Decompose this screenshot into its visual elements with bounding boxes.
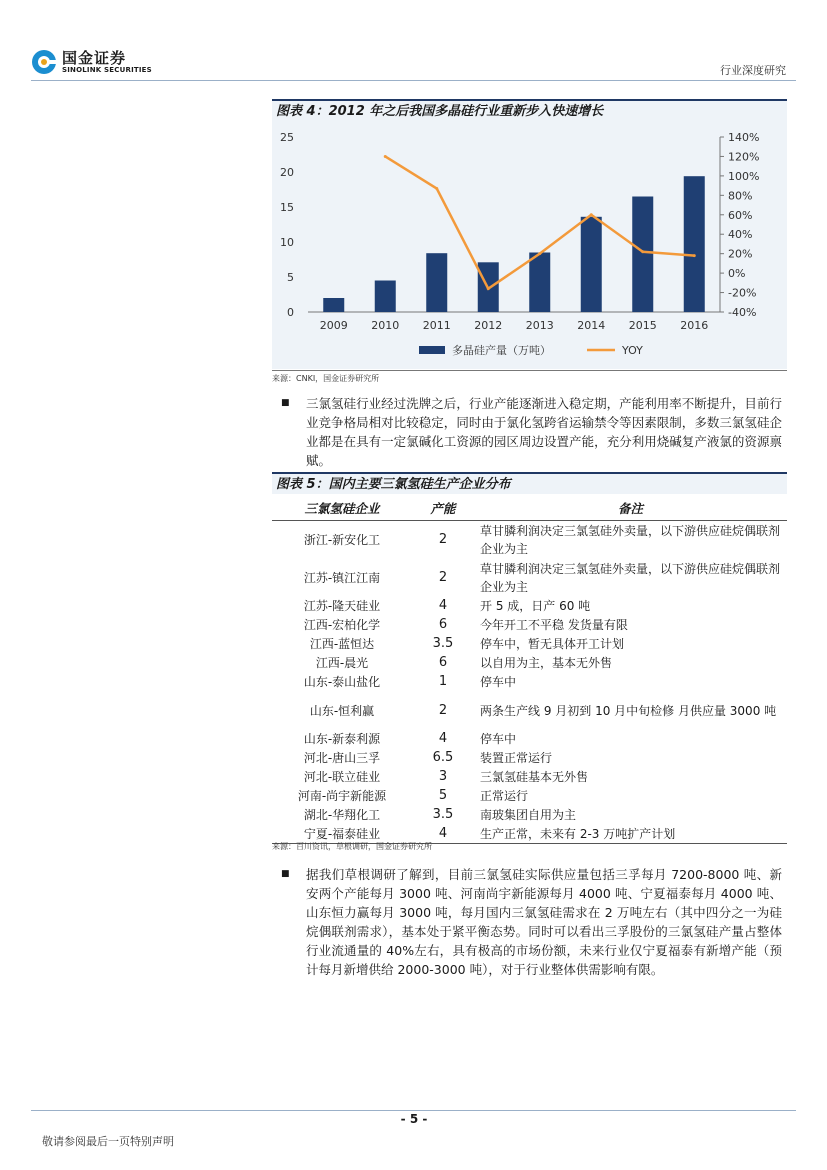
- cell-note: 装置正常运行: [480, 751, 553, 765]
- figure4-source-divider: [272, 370, 787, 371]
- header-divider: [31, 80, 796, 81]
- cell-note: 草甘膦利润决定三氯氢硅外卖量，以下游供应硅烷偶联剂企业为主: [480, 561, 781, 594]
- cell-capacity: 3.5: [432, 636, 454, 651]
- cell-note: 两条生产线 9 月初到 10 月中旬检修 月供应量 3000 吨: [480, 703, 777, 718]
- figure5-table: [272, 496, 787, 844]
- cell-capacity: 6: [438, 617, 448, 632]
- cell-capacity: 2: [438, 569, 448, 585]
- y-left-tick-label: 10: [280, 236, 294, 249]
- bar: [632, 197, 653, 313]
- x-tick-label: 2013: [525, 319, 554, 332]
- x-tick-label: 2014: [577, 319, 606, 332]
- paragraph-1: 三氯氢硅行业经过洗牌之后，行业产能逐渐进入稳定期，产能利用率不断提升，目前行业竞争格局相对比较稳定，同时由于氯化氢跨省运输禁令等因素限制，多数三氯氢硅企业都是在具有一定氯碱化工资源的园区周边设置产能，充分利用烧碱复产液氯的资源禀赋。: [306, 396, 782, 468]
- y-right-tick-label: 40%: [728, 228, 753, 242]
- yoy-point: [487, 287, 490, 290]
- y-right-tick-label: -40%: [728, 306, 757, 319]
- y-left-tick-label: 5: [287, 271, 294, 284]
- table-row: [272, 559, 787, 597]
- cell-note: 正常运行: [480, 789, 529, 803]
- y-right-tick-label: 20%: [728, 247, 753, 261]
- cell-note: 停车中: [480, 675, 517, 689]
- legend-label-line: YOY: [622, 344, 643, 357]
- cell-note: 今年开工不平稳 发货量有限: [480, 618, 628, 632]
- cell-capacity: 4: [438, 731, 448, 746]
- logo-text-cn: 国金证券: [62, 49, 127, 67]
- cell-company: 江西-蓝恒达: [309, 637, 375, 651]
- cell-company: 江西-宏柏化学: [303, 618, 381, 632]
- x-tick-label: 2012: [474, 319, 503, 332]
- cell-note: 南玻集团自用为主: [480, 808, 577, 822]
- table-row: [272, 635, 787, 654]
- cell-capacity: 3: [438, 769, 448, 784]
- y-left-tick-label: 0: [287, 306, 294, 319]
- y-left-tick-label: 25: [280, 131, 294, 144]
- cell-note: 开 5 成，日产 60 吨: [480, 599, 591, 613]
- yoy-point: [384, 155, 387, 158]
- bar: [375, 281, 396, 313]
- cell-capacity: 6: [438, 655, 448, 670]
- y-right-tick-label: 0%: [728, 267, 746, 281]
- table-row: [272, 749, 787, 768]
- footer-divider: [31, 1110, 796, 1111]
- table-header-row: [272, 496, 787, 521]
- bar: [323, 298, 344, 312]
- cell-company: 河北-联立硅业: [303, 770, 381, 784]
- cell-company: 湖北-华翔化工: [303, 808, 381, 822]
- figure4-chart: [272, 121, 787, 369]
- legend-label-bar: 多晶硅产量（万吨）: [452, 344, 551, 357]
- table-row: [272, 597, 787, 616]
- cell-note: 停车中，暂无具体开工计划: [480, 637, 625, 651]
- yoy-point: [693, 254, 696, 257]
- bullet-icon: ■: [281, 869, 290, 879]
- x-tick-label: 2010: [371, 319, 400, 332]
- y-right-tick-label: 60%: [728, 208, 753, 222]
- table-row: [272, 768, 787, 787]
- header-capacity: 产能: [412, 496, 474, 521]
- cell-company: 山东-泰山盐化: [303, 675, 381, 689]
- report-type: 行业深度研究: [720, 64, 786, 77]
- x-tick-label: 2016: [680, 319, 709, 332]
- cell-capacity: 4: [412, 825, 474, 844]
- footer-disclaimer: 敬请参阅最后一页特别声明: [42, 1135, 174, 1148]
- cell-capacity: 5: [438, 788, 448, 803]
- cell-capacity: 4: [438, 598, 448, 613]
- y-right-tick-label: 120%: [728, 150, 760, 164]
- table-row: [272, 730, 787, 749]
- header-company: 三氯氢硅企业: [272, 496, 412, 521]
- table-row: [272, 692, 787, 730]
- page-number: - 5 -: [400, 1112, 428, 1126]
- figure5-title: 图表 5：国内主要三氯氢硅生产企业分布: [272, 472, 787, 494]
- table-row: [272, 787, 787, 806]
- cell-capacity: 6.5: [432, 750, 454, 765]
- cell-capacity: 1: [438, 674, 448, 689]
- bar: [581, 217, 602, 312]
- paragraph-2: 据我们草根调研了解到，目前三氯氢硅实际供应量包括三孚每月 7200-8000 吨、新安两个产能每月 3000 吨、河南尚宇新能源每月 4000 吨、宁夏福泰每月 4000 吨、山东恒力赢每月 3000 吨，每月国内三氯氢硅需求在 2 万吨左右（其中四分之一为硅烷偶联剂需求），基本处于紧平衡态势。同时可以看出三孚股份的三氯氢硅产量占整体行业流通量的 40%左右，具有极高的市场份额，未来行业仅宁夏福泰有新增产能（预计每月新增供给 2000-3000 吨），对于行业整体供需影响有限。: [306, 867, 782, 977]
- cell-company: 浙江-新安化工: [303, 532, 381, 547]
- cell-company: 山东-恒利赢: [309, 703, 375, 718]
- bar: [529, 253, 550, 313]
- yoy-point: [590, 213, 593, 216]
- table-row: [272, 806, 787, 825]
- y-right-tick-label: 140%: [728, 131, 760, 144]
- header-note: 备注: [474, 496, 787, 521]
- y-right-tick-label: -20%: [728, 286, 757, 300]
- logo-text-en: SINOLINK SECURITIES: [62, 66, 152, 74]
- cell-company: 江西-晨光: [315, 656, 369, 670]
- table-row: [272, 654, 787, 673]
- cell-company: 宁夏-福泰硅业: [272, 825, 412, 844]
- legend-swatch-bar: [419, 346, 445, 354]
- cell-note: 停车中: [480, 732, 517, 746]
- bar: [684, 176, 705, 312]
- x-tick-label: 2011: [422, 319, 451, 332]
- yoy-point: [641, 250, 644, 253]
- cell-company: 江苏-镇江江南: [303, 570, 381, 585]
- figure4-source: 来源：CNKI，国金证券研究所: [272, 374, 380, 383]
- cell-company: 河北-唐山三孚: [303, 751, 381, 765]
- cell-note: 草甘膦利润决定三氯氢硅外卖量，以下游供应硅烷偶联剂企业为主: [480, 523, 781, 556]
- cell-note: 以自用为主，基本无外售: [480, 656, 613, 670]
- cell-company: 河南-尚宇新能源: [297, 789, 387, 803]
- bullet-icon: ■: [281, 398, 290, 408]
- y-right-tick-label: 80%: [728, 189, 753, 203]
- cell-note: 三氯氢硅基本无外售: [480, 770, 589, 784]
- x-tick-label: 2015: [628, 319, 657, 332]
- yoy-point: [538, 252, 541, 255]
- cell-company: 江苏-隆天硅业: [303, 599, 381, 613]
- cell-capacity: 3.5: [432, 807, 454, 822]
- cell-company: 山东-新泰利源: [303, 732, 381, 746]
- y-left-tick-label: 20: [280, 166, 294, 179]
- figure4-title: 图表 4：2012 年之后我国多晶硅行业重新步入快速增长: [272, 99, 787, 121]
- figure4-chart-area: [272, 121, 787, 369]
- yoy-point: [435, 187, 438, 190]
- cell-capacity: 2: [438, 531, 448, 547]
- y-left-tick-label: 15: [280, 201, 294, 214]
- x-tick-label: 2009: [319, 319, 348, 332]
- table-row: [272, 616, 787, 635]
- table-row: [272, 521, 787, 559]
- cell-note: 生产正常，未来有 2-3 万吨扩产计划: [474, 825, 787, 844]
- bar: [426, 253, 447, 312]
- cell-capacity: 2: [438, 702, 448, 718]
- y-right-tick-label: 100%: [728, 169, 760, 183]
- logo-icon: [31, 49, 57, 75]
- table-row: [272, 673, 787, 692]
- figure5-source: 来源：百川资讯，草根调研，国金证券研究所: [272, 842, 432, 851]
